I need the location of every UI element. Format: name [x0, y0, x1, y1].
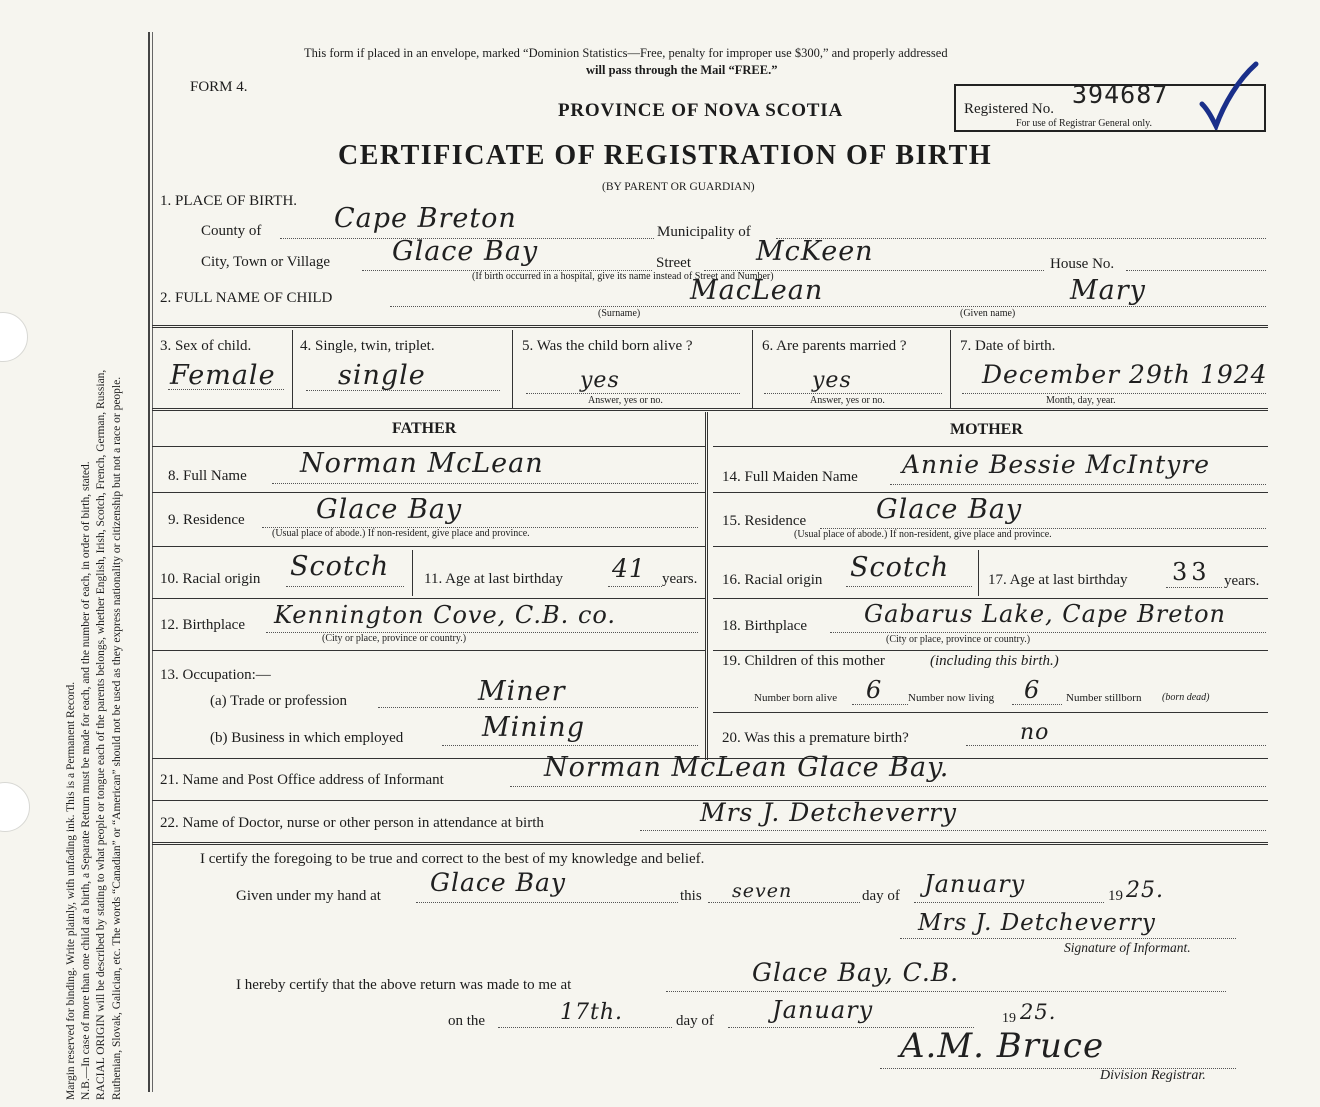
born-alive-value: 6: [866, 676, 883, 704]
envelope-notice-free: will pass through the Mail “FREE.”: [586, 63, 778, 77]
informant-line: [510, 786, 1266, 787]
mother-years: years.: [1224, 573, 1260, 589]
married-line: [764, 393, 942, 394]
day-of-label: day of: [862, 888, 900, 904]
registrar-statement: I hereby certify that the above return was made to me at: [236, 977, 572, 993]
father-name-label: 8. Full Name: [168, 468, 247, 484]
rule: [713, 650, 1268, 651]
registrar-month: January: [772, 996, 874, 1024]
living-value: 6: [1024, 676, 1041, 704]
rule: [152, 446, 705, 447]
rule-top: [152, 325, 1268, 328]
premature-label: 20. Was this a premature birth?: [722, 730, 909, 746]
rule: [713, 598, 1268, 599]
rule: [152, 492, 705, 493]
this-label: this: [680, 888, 702, 904]
father-race-line: [286, 586, 404, 587]
street-label: Street: [656, 255, 691, 271]
day-line: [708, 902, 860, 903]
municipality-label: Municipality of: [657, 224, 751, 240]
mother-residence-caption: (Usual place of abode.) If non-resident, give place and province.: [794, 529, 1052, 540]
registrar-caption: Division Registrar.: [1100, 1068, 1206, 1083]
occupation-label: 13. Occupation:—: [160, 667, 271, 683]
dob-label: 7. Date of birth.: [960, 338, 1056, 354]
father-years: years.: [662, 571, 698, 587]
col-divider: [978, 550, 979, 596]
father-residence-caption: (Usual place of abode.) If non-resident, give place and province.: [272, 528, 530, 539]
registrar-day-line: [498, 1027, 672, 1028]
child-name-label: 2. FULL NAME OF CHILD: [160, 290, 333, 306]
binding-hole-top: [0, 312, 28, 362]
registrar-year-prefix: 19: [1002, 1011, 1016, 1026]
certificate-title: CERTIFICATE OF REGISTRATION OF BIRTH: [338, 140, 993, 171]
business-value: Mining: [482, 712, 585, 743]
plurality-label: 4. Single, twin, triplet.: [300, 338, 435, 354]
city-value: Glace Bay: [392, 236, 539, 267]
father-name-line: [272, 483, 698, 484]
rule: [713, 546, 1268, 547]
registered-label: Registered No.: [964, 101, 1054, 117]
registered-number: 394687: [1072, 80, 1169, 109]
county-label: County of: [201, 223, 262, 239]
col-divider: [412, 550, 413, 596]
dob-value: December 29th 1924: [982, 360, 1268, 389]
trade-line: [378, 707, 698, 708]
mother-residence: Glace Bay: [876, 494, 1023, 525]
father-race: Scotch: [290, 551, 390, 582]
rule: [152, 650, 705, 651]
province-heading: PROVINCE OF NOVA SCOTIA: [558, 100, 843, 121]
envelope-notice: This form if placed in an envelope, marked “Dominion Statistics—Free, penalty for improper use $300,” and properly addressed: [304, 46, 948, 60]
attendant-line: [640, 830, 1266, 831]
business-label: (b) Business in which employed: [210, 730, 404, 746]
father-age: 41: [612, 554, 646, 583]
year-prefix: 19: [1108, 888, 1123, 904]
sex-label: 3. Sex of child.: [160, 338, 252, 354]
day-value: seven: [732, 880, 793, 902]
alive-line: [526, 393, 740, 394]
father-heading: FATHER: [392, 420, 457, 437]
given-name-caption: (Given name): [960, 308, 1016, 319]
mother-name-line: [890, 484, 1266, 485]
stillborn-label: Number stillborn: [1066, 692, 1142, 704]
month-value: January: [924, 870, 1026, 898]
registrar-signature: A.M. Bruce: [900, 1026, 1105, 1066]
rule: [713, 712, 1268, 713]
mother-name: Annie Bessie McIntyre: [902, 450, 1211, 479]
stillborn-note: (born dead): [1162, 692, 1210, 703]
attendant-value: Mrs J. Detcheverry: [700, 798, 958, 827]
registrar-day: 17th.: [560, 1000, 623, 1025]
margin-note-line: Ruthenian, Slovak, Galician, etc. The words “Canadian” or “American” should not be used as they express nationality or citizenship but not a race or people.: [110, 376, 123, 1100]
father-age-line: [608, 586, 662, 587]
mother-race: Scotch: [850, 552, 950, 583]
father-race-label: 10. Racial origin: [160, 571, 261, 587]
father-residence-label: 9. Residence: [168, 512, 245, 528]
mother-race-label: 16. Racial origin: [722, 572, 823, 588]
informant-signature: Mrs J. Detcheverry: [918, 910, 1156, 936]
col-divider: [752, 330, 753, 408]
on-the-label: on the: [448, 1013, 486, 1029]
father-age-label: 11. Age at last birthday: [424, 571, 563, 587]
married-caption: Answer, yes or no.: [810, 395, 885, 406]
child-name-line: [390, 306, 1266, 307]
street-value: McKeen: [756, 236, 874, 267]
trade-value: Miner: [478, 676, 566, 707]
city-label: City, Town or Village: [201, 254, 331, 270]
children-note: (including this birth.): [930, 653, 1059, 669]
rule: [713, 446, 1268, 447]
mother-age: 33: [1172, 558, 1211, 586]
mother-age-label: 17. Age at last birthday: [988, 572, 1128, 588]
born-alive-line: [852, 704, 908, 705]
registrar-place: Glace Bay, C.B.: [752, 958, 960, 987]
rule: [713, 492, 1268, 493]
col-divider: [292, 330, 293, 408]
registrar-use-note: For use of Registrar General only.: [1016, 118, 1152, 129]
alive-caption: Answer, yes or no.: [588, 395, 663, 406]
registrar-year-suffix: 25.: [1020, 1000, 1057, 1024]
sex-value: Female: [170, 360, 276, 391]
attendant-label: 22. Name of Doctor, nurse or other person in attendance at birth: [160, 815, 544, 831]
registrar-place-line: [666, 991, 1226, 992]
business-line: [442, 745, 698, 746]
col-divider: [950, 330, 951, 408]
married-value: yes: [812, 368, 852, 393]
father-birthplace-caption: (City or place, province or country.): [322, 633, 467, 644]
mother-birthplace-line: [830, 632, 1266, 633]
mother-age-line: [1166, 587, 1222, 588]
mother-race-line: [846, 586, 972, 587]
father-birthplace-label: 12. Birthplace: [160, 617, 245, 633]
alive-value: yes: [580, 368, 620, 393]
margin-rule-inner: [152, 32, 153, 1092]
mother-birthplace: Gabarus Lake, Cape Breton: [864, 600, 1227, 628]
margin-note-line: Margin reserved for binding. Write plainly, with unfading ink. This is a Permanent Record.: [65, 681, 77, 1100]
born-alive-label: Number born alive: [754, 692, 838, 704]
alive-label: 5. Was the child born alive ?: [522, 338, 693, 354]
father-residence: Glace Bay: [316, 494, 463, 525]
col-divider: [512, 330, 513, 408]
informant-label: 21. Name and Post Office address of Informant: [160, 772, 444, 788]
mother-heading: MOTHER: [950, 421, 1023, 438]
signature-caption: Signature of Informant.: [1064, 940, 1191, 955]
given-place: Glace Bay: [430, 868, 567, 897]
county-value: Cape Breton: [334, 203, 517, 234]
given-label: Given under my hand at: [236, 888, 381, 904]
house-line: [1126, 270, 1266, 271]
house-number-label: House No.: [1050, 256, 1115, 272]
hospital-note: (If birth occurred in a hospital, give its name instead of Street and Number): [472, 271, 774, 282]
registrar-day-of-label: day of: [676, 1013, 714, 1029]
mother-birthplace-caption: (City or place, province or country.): [886, 634, 1031, 645]
month-line: [914, 902, 1104, 903]
child-given-name: Mary: [1070, 275, 1146, 306]
father-birthplace: Kennington Cove, C.B. co.: [274, 601, 617, 629]
margin-note-line: RACIAL ORIGIN will be described by stating to what people or tongue each of the parents belongs, whether English, Irish, Scotch, French, German, Russian,: [95, 369, 108, 1100]
surname-caption: (Surname): [598, 308, 641, 319]
informant-value: Norman McLean Glace Bay.: [544, 752, 950, 783]
premature-value: no: [1020, 720, 1050, 745]
living-line: [1012, 704, 1062, 705]
rule-parents-top: [152, 408, 1268, 411]
place-of-birth-label: 1. PLACE OF BIRTH.: [160, 193, 298, 209]
margin-instructions: [64, 20, 125, 1100]
mother-name-label: 14. Full Maiden Name: [722, 469, 858, 485]
rule: [152, 598, 705, 599]
margin-note-line: N.B.—In case of more than one child at a birth, a Separate Return must be made for each, and the number of each, in order of birth, stated.: [80, 461, 93, 1100]
premature-line: [966, 745, 1266, 746]
children-label: 19. Children of this mother: [722, 653, 885, 669]
given-place-line: [416, 902, 678, 903]
trade-label: (a) Trade or profession: [210, 693, 348, 709]
margin-rule: [148, 32, 150, 1092]
year-suffix: 25.: [1126, 878, 1164, 903]
signature-line: [900, 938, 1236, 939]
certification-statement: I certify the foregoing to be true and correct to the best of my knowledge and belief.: [200, 851, 705, 867]
parents-divider: [705, 412, 708, 760]
mother-birthplace-label: 18. Birthplace: [722, 618, 807, 634]
rule: [152, 546, 705, 547]
form-number: FORM 4.: [190, 79, 248, 95]
plurality-value: single: [338, 360, 426, 391]
certificate-subtitle: (BY PARENT OR GUARDIAN): [602, 181, 755, 193]
checkmark-icon: [1198, 60, 1260, 130]
father-name: Norman McLean: [300, 448, 544, 479]
mother-residence-label: 15. Residence: [722, 513, 807, 529]
dob-caption: Month, day, year.: [1046, 395, 1116, 406]
rule-certification: [152, 842, 1268, 845]
living-label: Number now living: [908, 692, 995, 704]
married-label: 6. Are parents married ?: [762, 338, 907, 354]
binding-hole-bottom: [0, 782, 30, 832]
dob-line: [962, 393, 1266, 394]
child-surname: MacLean: [690, 275, 824, 306]
